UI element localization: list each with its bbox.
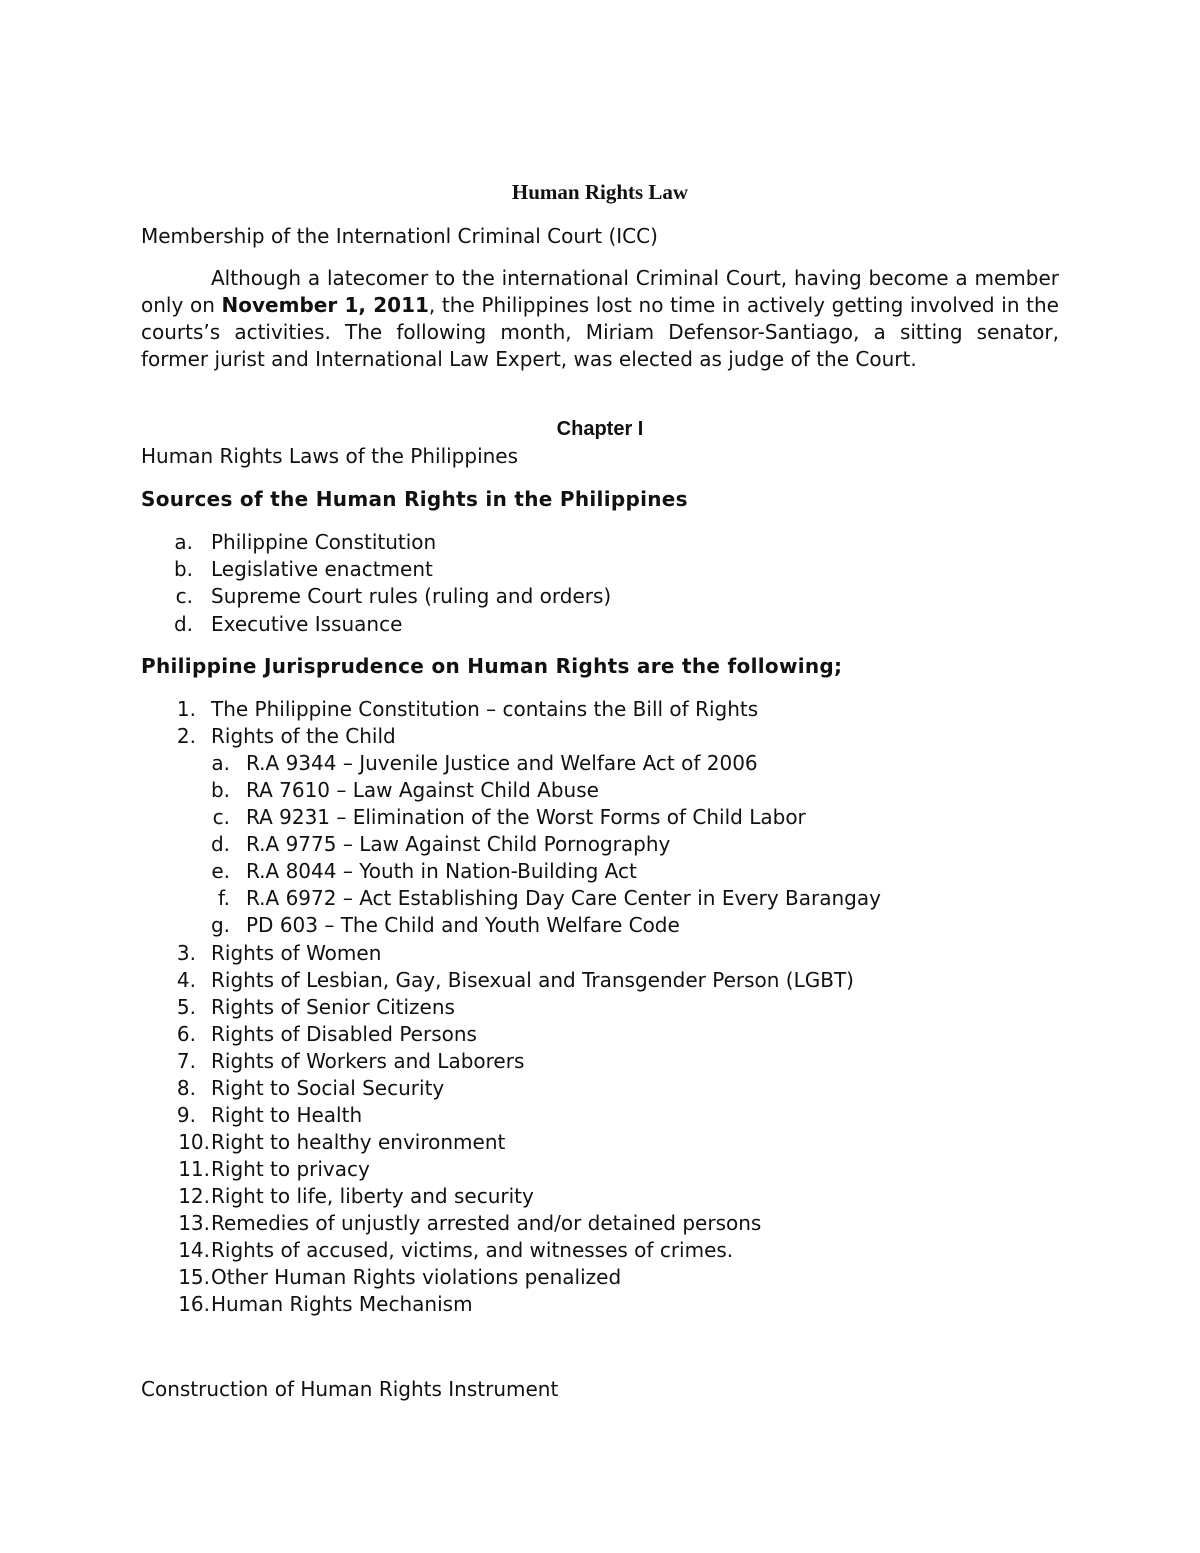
list-marker: f. [218, 886, 230, 910]
paragraph-text-start: Although a latecomer to the international Criminal Court, having become a member only on [141, 266, 1059, 317]
list-marker: 2. [176, 724, 196, 748]
list-item-text: Legislative enactment [211, 557, 433, 581]
list-marker: b. [173, 557, 193, 581]
list-marker: a. [211, 751, 230, 775]
list-marker: 11. [178, 1157, 210, 1181]
list-item-text: Rights of Workers and Laborers [211, 1049, 525, 1073]
list-marker: 10. [178, 1130, 210, 1154]
list-item-text: RA 7610 – Law Against Child Abuse [246, 778, 599, 802]
list-item-text: PD 603 – The Child and Youth Welfare Code [246, 913, 680, 937]
jurisprudence-heading: Philippine Jurisprudence on Human Rights are the following; [141, 654, 843, 678]
list-marker: 13. [178, 1211, 210, 1235]
document-title: Human Rights Law [511, 180, 689, 204]
list-marker: g. [210, 913, 230, 937]
list-item-text: Philippine Constitution [211, 530, 437, 554]
list-item-text: Supreme Court rules (ruling and orders) [211, 584, 612, 608]
intro-paragraph [141, 265, 1059, 373]
list-marker: e. [211, 859, 230, 883]
list-marker: 8. [176, 1076, 196, 1100]
list-item-text: Rights of Senior Citizens [211, 995, 455, 1019]
list-marker: c. [175, 584, 193, 608]
list-item-text: Right to life, liberty and security [211, 1184, 534, 1208]
list-item-text: Executive Issuance [211, 612, 403, 636]
document-subtitle: Membership of the Internationl Criminal Court (ICC) [141, 224, 658, 248]
list-marker: 12. [178, 1184, 210, 1208]
list-item-text: R.A 6972 – Act Establishing Day Care Center in Every Barangay [246, 886, 881, 910]
list-marker: 5. [176, 995, 196, 1019]
list-marker: 3. [176, 941, 196, 965]
list-item-text: R.A 8044 – Youth in Nation-Building Act [246, 859, 637, 883]
list-marker: d. [210, 832, 230, 856]
list-marker: 7. [176, 1049, 196, 1073]
paragraph-bold-date: November 1, 2011 [221, 293, 429, 317]
list-marker: 16. [178, 1292, 210, 1316]
list-item-text: The Philippine Constitution – contains the Bill of Rights [211, 697, 759, 721]
paragraph-text-end: , the Philippines lost no time in actively getting involved in the courts’s activities. The following month, Miriam Defensor-Santiago, a sitting senator, former jurist and International Law Expert, was elected as judge of the Court. [141, 293, 1059, 371]
list-item-text: Remedies of unjustly arrested and/or detained persons [211, 1211, 762, 1235]
list-marker: 14. [178, 1238, 210, 1262]
list-item-text: Rights of Women [211, 941, 382, 965]
list-marker: 1. [176, 697, 196, 721]
sources-heading: Sources of the Human Rights in the Philippines [141, 487, 688, 511]
list-marker: 4. [176, 968, 196, 992]
list-item-text: Rights of Disabled Persons [211, 1022, 477, 1046]
list-item-text: Right to privacy [211, 1157, 370, 1181]
list-item-text: Rights of Lesbian, Gay, Bisexual and Transgender Person (LGBT) [211, 968, 854, 992]
list-item-text: Right to healthy environment [211, 1130, 506, 1154]
list-item-text: Right to Social Security [211, 1076, 445, 1100]
list-item-text: R.A 9344 – Juvenile Justice and Welfare Act of 2006 [246, 751, 758, 775]
list-marker: a. [174, 530, 193, 554]
list-item-text: Rights of the Child [211, 724, 396, 748]
list-marker: d. [173, 612, 193, 636]
chapter-subtitle: Human Rights Laws of the Philippines [141, 444, 519, 468]
list-marker: 15. [178, 1265, 210, 1289]
list-marker: c. [212, 805, 230, 829]
list-marker: b. [210, 778, 230, 802]
list-item-text: Human Rights Mechanism [211, 1292, 473, 1316]
list-item-text: Right to Health [211, 1103, 363, 1127]
list-marker: 9. [176, 1103, 196, 1127]
list-marker: 6. [176, 1022, 196, 1046]
construction-heading: Construction of Human Rights Instrument [141, 1377, 559, 1401]
list-item-text: RA 9231 – Elimination of the Worst Forms of Child Labor [246, 805, 806, 829]
list-item-text: Rights of accused, victims, and witnesses of crimes. [211, 1238, 734, 1262]
list-item-text: Other Human Rights violations penalized [211, 1265, 622, 1289]
list-item-text: R.A 9775 – Law Against Child Pornography [246, 832, 671, 856]
chapter-heading: Chapter I [556, 418, 644, 440]
